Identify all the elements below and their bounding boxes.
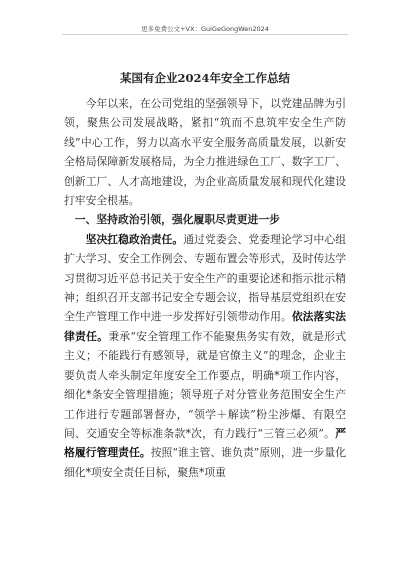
header-divider [62,34,348,35]
paragraph-lead: 依法落实法律责任。 [64,310,347,343]
document-body [64,94,346,482]
section-heading: 一、坚持政治引领，强化履职尽责更进一步 [74,213,280,227]
intro-paragraph: 今年以来，在公司党组的坚强领导下，以党建品牌为引领，聚焦公司发展战略，紧扣“筑而不息筑牢安全生产防线”中心工作，努力以高水平安全服务高质量发展，以新安全格局保障新发展格局，为全力推进绿色工厂、数字工厂、创新工厂、人才高地建设，为企业高质量发展和现代化建设打牢安全根基。 [64,97,346,208]
paragraph-text: 秉承“安全管理工作不能聚焦务实有效，就是形式主义；不能践行有感领导，就是官僚主义”的理念，企业主要负责人牵头制定年度安全工作要点，明确*项工作内容，细化*条安全管理措施；领导班子对分管业务范围安全生产工作进行专题部署督办，“领学＋解读”粉尘涉爆、有限空间、交通安全等标准条款*次，有力践行“三管三必须”。 [64,329,347,440]
paragraph-text: 通过党委会、党委理论学习中心组扩大学习、安全工作例会、专题布置会等形式，及时传达学习贯彻习近平总书记关于安全生产的重要论述和指示批示精神；组织召开支部书记安全专题会议，指导基层党组织在安全生产管理工作中进一步发挥好引领带动作用。 [64,232,347,324]
body-paragraph [64,230,346,482]
paragraph-text: 按照“谁主管、谁负责”原则，进一步量化细化*项安全责任目标，聚焦*项重 [64,446,347,479]
paragraph-lead: 坚决扛稳政治责任。 [85,232,184,246]
document-title: 某国有企业2024年安全工作总结 [119,71,290,85]
paragraph-lead: 严格履行管理责任。 [64,426,346,460]
header-watermark-note: 更多免费公文+VX：GuiGeGongWen2024 [141,25,269,33]
